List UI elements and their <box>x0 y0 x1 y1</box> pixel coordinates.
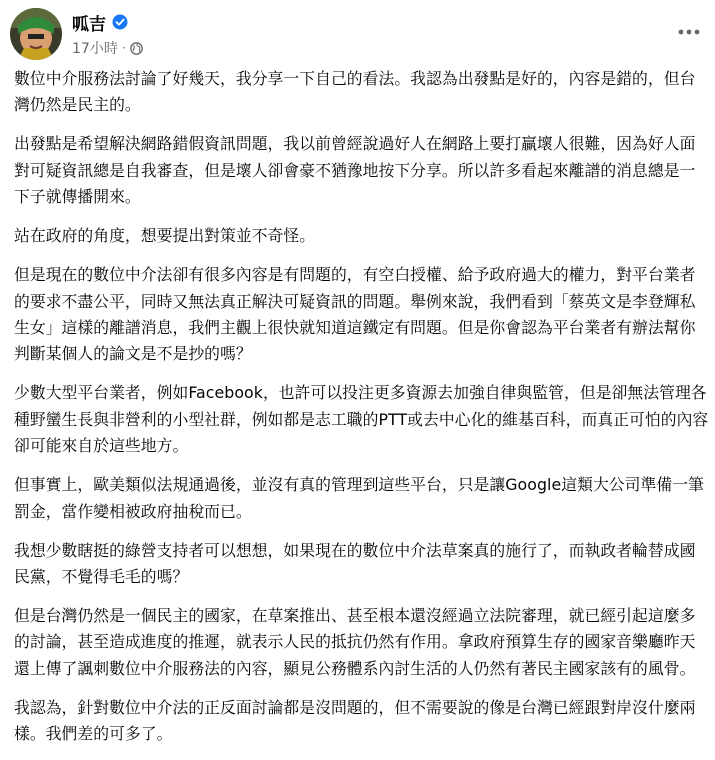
avatar[interactable] <box>10 8 62 60</box>
verified-badge-icon <box>112 14 128 30</box>
post-paragraph-6: 但事實上，歐美類似法規通過後，並沒有真的管理到這些平台，只是讓Google這類大公司準備一筆罰金，當作變相被政府抽稅而已。 <box>14 475 704 521</box>
avatar-image <box>10 8 62 60</box>
post-body <box>14 66 710 760</box>
post-meta <box>72 38 143 58</box>
post-timestamp[interactable]: 17小時 <box>72 41 118 57</box>
more-options-icon[interactable] <box>675 22 703 42</box>
author-name[interactable]: 呱吉 <box>72 14 106 35</box>
post-paragraph-1: 數位中介服務法討論了好幾天，我分享一下自己的看法。我認為出發點是好的，內容是錯的，但台灣仍然是民主的。 <box>14 69 696 115</box>
post-paragraph-9: 我認為，針對數位中介法的正反面討論都是沒問題的，但不需要說的像是台灣已經跟對岸沒什麼兩樣。我們差的可多了。 <box>14 697 696 744</box>
post-header <box>0 0 715 70</box>
post-paragraph-4: 但是現在的數位中介法卻有很多內容是有問題的，有空白授權、給予政府過大的權力，對平台業者的要求不盡公平，同時又無法真正解決可疑資訊的問題。舉例來說，我們看到「蔡英文是李登輝私生女」這樣的離譜消息，我們主觀上很快就知道這鐵定有問題。但是你會認為平台業者有辦法幫你判斷某個人的論文是不是抄的嗎？ <box>14 265 696 364</box>
post-paragraph-3: 站在政府的角度，想要提出對策並不奇怪。 <box>14 226 316 246</box>
post-paragraph-5: 少數大型平台業者，例如Facebook，也許可以投注更多資源去加強自律與監管，但是卻無法管理各種野蠻生長與非營利的小型社群，例如都是志工職的PTT或去中心化的維基百科，而真正可怕的內容卻可能來自於這些地方。 <box>14 383 709 456</box>
post-paragraph-8: 但是台灣仍然是一個民主的國家，在草案推出、甚至根本還沒經過立法院審理，就已經引起這麼多的討論，甚至造成進度的推遲，就表示人民的抵抗仍然有作用。拿政府預算生存的國家音樂廳昨天還上傳了諷刺數位中介服務法的內容，顯見公務體系內討生活的人仍然有著民主國家該有的風骨。 <box>14 606 696 678</box>
post-paragraph-2: 出發點是希望解決網路錯假資訊問題，我以前曾經說過好人在網路上要打贏壞人很難，因為好人面對可疑資訊總是自我審查，但是壞人卻會豪不猶豫地按下分享。所以許多看起來離譜的消息總是一下子就傳播開來。 <box>14 134 696 207</box>
author-row <box>72 10 128 34</box>
meta-separator: · <box>121 41 126 55</box>
post-paragraph-7: 我想少數瞎挺的綠營支持者可以想想，如果現在的數位中介法草案真的施行了，而執政者輪替成國民黨，不覺得毛毛的嗎？ <box>14 540 696 587</box>
globe-icon[interactable] <box>130 42 143 55</box>
